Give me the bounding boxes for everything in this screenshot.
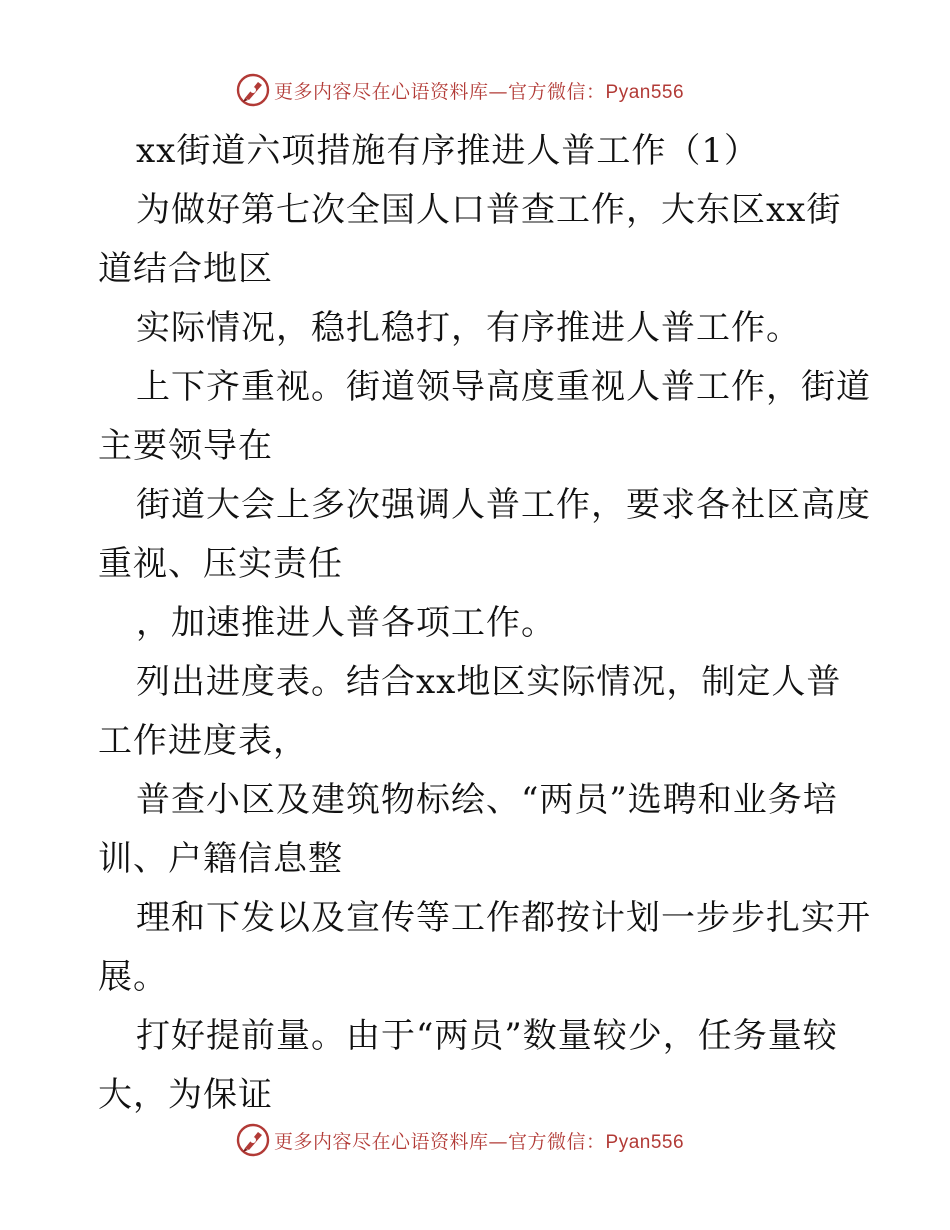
paragraph-line: 训、户籍信息整 [98, 839, 343, 879]
paragraph-line: 上下齐重视。街道领导高度重视人普工作，街道 [136, 367, 871, 407]
paragraph-line: 工作进度表， [98, 721, 308, 761]
header-banner [236, 72, 684, 108]
paragraph-line: 普查小区及建筑物标绘、“两员”选聘和业务培 [136, 780, 838, 820]
paragraph-line: 道结合地区 [98, 249, 273, 289]
paragraph-line: 重视、压实责任 [98, 544, 343, 584]
banner-text: 更多内容尽在心语资料库—官方微信：Pyan556 [274, 80, 685, 103]
banner-text: 更多内容尽在心语资料库—官方微信：Pyan556 [274, 1130, 685, 1153]
paragraph-line: 街道大会上多次强调人普工作，要求各社区高度 [136, 485, 871, 525]
paragraph-line: ，加速推进人普各项工作。 [136, 603, 556, 643]
paragraph-line: 大，为保证 [98, 1075, 273, 1115]
paragraph-line: 实际情况，稳扎稳打，有序推进人普工作。 [136, 308, 801, 348]
footer-banner [236, 1122, 684, 1158]
paragraph-line: 列出进度表。结合xx地区实际情况，制定人普 [136, 662, 842, 702]
paragraph-line: 主要领导在 [98, 426, 273, 466]
document-body [98, 122, 871, 1125]
pen-logo-icon [236, 73, 270, 107]
paragraph-line: 打好提前量。由于“两员”数量较少，任务量较 [136, 1016, 838, 1056]
paragraph-line: 为做好第七次全国人口普查工作，大东区xx街 [136, 190, 842, 230]
paragraph-line: 展。 [98, 957, 168, 997]
document-title: xx街道六项措施有序推进人普工作（1） [136, 131, 759, 171]
paragraph-line: 理和下发以及宣传等工作都按计划一步步扎实开 [136, 898, 871, 938]
pen-logo-icon [236, 1123, 270, 1157]
